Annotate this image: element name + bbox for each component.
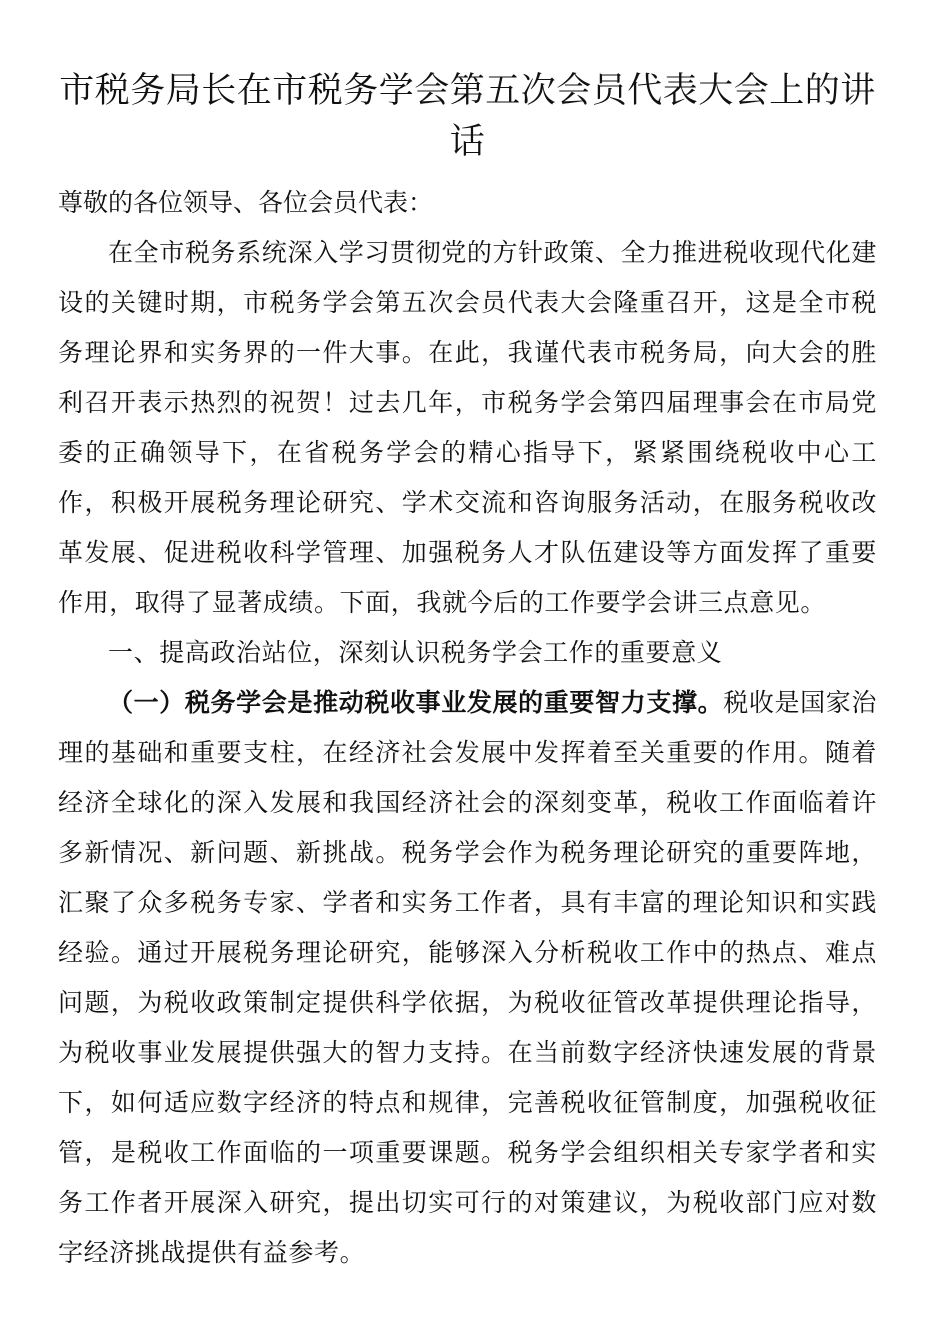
section-heading-1: 一、提高政治站位，深刻认识税务学会工作的重要意义	[108, 638, 723, 667]
subsection-body-1: 税收是国家治理的基础和重要支柱，在经济社会发展中发挥着至关重要的作用。随着经济全球化的深入发展和我国经济社会的深刻变革，税收工作面临着许多新情况、新问题、新挑战。税务学会作为税务理论研究的重要阵地，汇聚了众多税务专家、学者和实务工作者，具有丰富的理论知识和实践经验。通过开展税务理论研究，能够深入分析税收工作中的热点、难点问题，为税收政策制定提供科学依据，为税收征管改革提供理论指导，为税收事业发展提供强大的智力支持。在当前数字经济快速发展的背景下，如何适应数字经济的特点和规律，完善税收征管制度，加强税收征管，是税收工作面临的一项重要课题。税务学会组织相关专家学者和实务工作者开展深入研究，提出切实可行的对策建议，为税收部门应对数字经济挑战提供有益参考。	[58, 688, 877, 1267]
paragraph-subsection-1	[58, 678, 877, 1278]
paragraph-opening: 在全市税务系统深入学习贯彻党的方针政策、全力推进税收现代化建设的关键时期，市税务学会第五次会员代表大会隆重召开，这是全市税务理论界和实务界的一件大事。在此，我谨代表市税务局，向大会的胜利召开表示热烈的祝贺！过去几年，市税务学会第四届理事会在市局党委的正确领导下，在省税务学会的精心指导下，紧紧围绕税收中心工作，积极开展税务理论研究、学术交流和咨询服务活动，在服务税收改革发展、促进税收科学管理、加强税务人才队伍建设等方面发挥了重要作用，取得了显著成绩。下面，我就今后的工作要学会讲三点意见。	[58, 238, 877, 617]
document-title: 市税务局长在市税务学会第五次会员代表大会上的讲话	[59, 71, 876, 162]
subsection-lead-1: （一）税务学会是推动税收事业发展的重要智力支撑。	[108, 688, 724, 717]
salutation: 尊敬的各位领导、各位会员代表：	[58, 188, 434, 217]
